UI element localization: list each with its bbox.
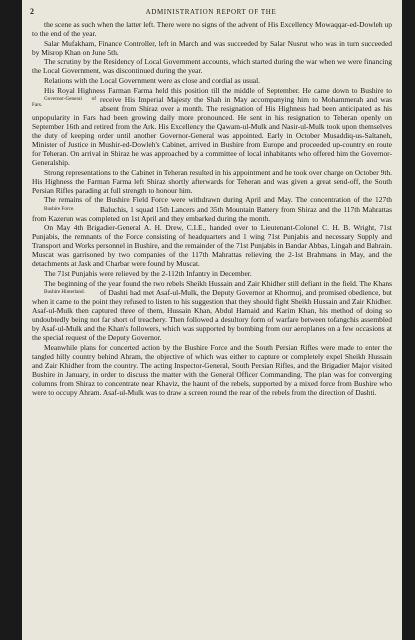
- paragraph: The 71st Punjabis were relieved by the 2-112th Infantry in December.: [44, 269, 252, 279]
- paragraph: On May 4th Brigadier-General A. H. Drew, C.I.E., handed over to Lieutenant-Colonel C. H. B. Wright, 71st Punjabis, the remnants of the Force consisting of headquarters and 1 wing 71st Punjabis and necessary Supply and Transport and Works personnel in Bushire, and the remainder of the 71st Punjabis in Bandar Abbas, Lingah and Bahrain. Muscat was garrisoned by two companies of the 117th Mahrattas relieving the 2-1st Brahmans in May, and the detachments at Jask and Charbar were found by Muscat.: [32, 223, 392, 269]
- document-page: [22, 0, 402, 640]
- paragraph: Strong representations to the Cabinet in Teheran resulted in his appointment and he took over charge on October 9th. His Highness the Farman Farma left Shiraz shortly afterwards for Teheran and was given a great send-off, the South Persian Rifles parading at full strength to honour him.: [32, 167, 392, 195]
- paragraph: Relations with the Local Government were as close and cordial as usual.: [44, 76, 261, 86]
- marginal-heading: Bushire Force.: [44, 205, 75, 212]
- marginal-heading: Bushire Hinterland.: [44, 288, 85, 295]
- paragraph: [32, 195, 392, 222]
- paragraph-lead: The beginning of the year found the two rebels Sheikh Hussain and Zair Khidher still defiant in the field. The: [44, 278, 372, 288]
- marginal-heading: Governor-General of Fars.: [32, 95, 96, 108]
- paragraph-text: Baluchis, 1 squad 15th Lancers and 35th Mountain Battery from Shiraz and the 117th Mahrattas from Kazerun was completed on 1st April and they embarked during the month.: [32, 204, 392, 223]
- paragraph: Meanwhile plans for concerted action by the Bushire Force and the South Persian Rifles were made to enter the tangled hilly country behind Ahram, the objective of which was either to capture or completely expel Sheikh Hussain and Zair Khidher from the country. The acting Inspector-General, South Persian Rifles, and the Brigadier Major visited Bushire in January, in order to discuss the matter with the General Officer Commanding. The plan was for converging columns from Shiraz to concentrate near Khaviz, the haunt of the rebels, supported by a mixed force from Bushire who were to occupy Ahram. Asaf-ul-Mulk was to draw a screen round the rear of the rebels from the direction of Dashti.: [32, 342, 392, 397]
- paragraph: [32, 279, 392, 342]
- paragraph-text: receive His Imperial Majesty the Shah in May accompanying him to Mohammerah and was absent from Shiraz over a month. The resignation of His Highness had been anticipated as his unpopularity in Fars had been growing daily more pronounced. He sent in his resignation to Teheran openly on September 16th and retired from the Ark. His Excellency the Qawam-ul-Mulk and Nasir-ul-Mulk took upon themselves the duty of keeping order until another Governor-General was appointed. Early in October Musaddiq-us-Saltaneh, Minister of Justice in Mushir-ed-Dowleh's Cabinet, arrived in Bushire from Europe and proceeded up-country en route for Teheran. On arrival in Shiraz he was approached by a committee of local inhabitants who offered him the Governor-Generalship.: [32, 94, 392, 168]
- report-body: [32, 20, 392, 397]
- paragraph-lead: His Royal Highness Farman Farma held this position till the middle of September. He came down to Bushire to: [44, 85, 392, 95]
- page-header: [30, 7, 392, 19]
- paragraph: The scrutiny by the Residency of Local Government accounts, which started during the war when we were financing the Local Government, was discontinued during the year.: [32, 57, 392, 76]
- paragraph-lead: The remains of the Bushire Field Force were withdrawn during April and May. The concentration of the 127th: [44, 195, 392, 205]
- paragraph: the scene as such when the latter left. There were no signs of the advent of His Excellency Mowaqqar-ed-Dowleh up to the end of the year.: [32, 20, 392, 39]
- paragraph: [32, 86, 392, 167]
- paragraph-text: Khans of Dashti had met Asaf-ul-Mulk, the Deputy Governor at Khormuj, and promised obedience, but when it came to the point they refused to listen to his suggestion that they should fight Sheikh Hussain and Zair Khidher. Asaf-ul-Mulk then captured three of them, Hussain Khan, Abdul Hamaid and Karim Khan, his method of doing so undoubtedly being not far short of treachery. Then followed a desultory form of warfare between tofangchis assembled by Asaf-ul-Mulk and the Khan's followers, which was supported by bombing from our aeroplanes on a few occasions at the special request of the Deputy Governor.: [32, 278, 393, 342]
- paragraph: Salar Mufakham, Finance Controller, left in March and was succeeded by Salar Nusrut who was in turn succeeded by Misrop Khan on June 5th.: [32, 38, 392, 57]
- running-title: ADMINISTRATION REPORT OF THE: [145, 8, 277, 16]
- page-number: 2: [30, 7, 35, 16]
